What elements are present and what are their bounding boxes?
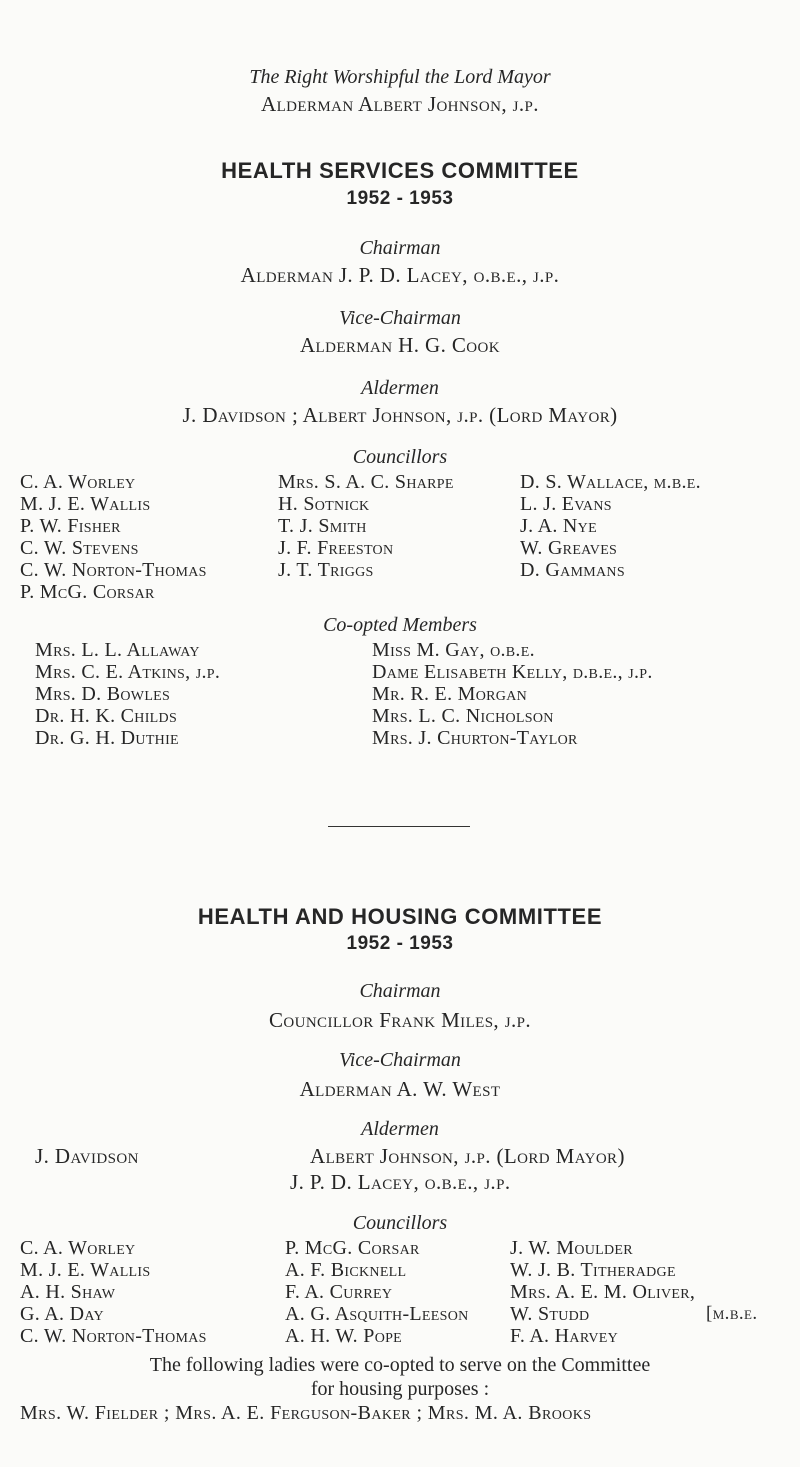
committee1-years: 1952 - 1953 xyxy=(346,188,454,209)
coopted-member: Dame Elisabeth Kelly, d.b.e., j.p. xyxy=(372,661,653,683)
committee2-aldermen-label: Aldermen xyxy=(361,1118,439,1140)
committee2-councillors-col2 xyxy=(285,1237,469,1347)
councillor-name: D. Gammans xyxy=(520,559,625,581)
councillor-name: A. H. W. Pope xyxy=(285,1325,403,1347)
councillor-name: A. H. Shaw xyxy=(20,1281,116,1303)
councillor-name: J. T. Triggs xyxy=(278,559,374,581)
councillor-name: D. S. Wallace, m.b.e. xyxy=(520,471,701,493)
committee1-councillors-label: Councillors xyxy=(352,446,448,468)
coopted-member: Mrs. J. Churton-Taylor xyxy=(372,727,578,749)
committee2-aldermen-right-2: J. P. D. Lacey, o.b.e., j.p. xyxy=(290,1170,511,1194)
committee2-note-line2: for housing purposes : xyxy=(310,1378,490,1400)
committee2-chairman: Councillor Frank Miles, j.p. xyxy=(268,1008,532,1032)
lord-mayor-name: Alderman Albert Johnson, j.p. xyxy=(261,92,539,116)
councillor-name: J. W. Moulder xyxy=(510,1237,633,1259)
committee2-title: HEALTH AND HOUSING COMMITTEE xyxy=(197,904,603,929)
councillor-name: W. J. B. Titheradge xyxy=(510,1259,676,1281)
councillor-name: C. W. Norton-Thomas xyxy=(20,559,207,581)
coopted-member: Miss M. Gay, o.b.e. xyxy=(372,639,535,661)
councillor-name: J. A. Nye xyxy=(520,515,597,537)
councillor-name: F. A. Currey xyxy=(285,1281,393,1303)
councillor-name: W. Greaves xyxy=(520,537,618,559)
councillor-name: P. McG. Corsar xyxy=(285,1237,420,1259)
committee2-councillors-col3 xyxy=(510,1237,695,1347)
councillor-name: L. J. Evans xyxy=(520,493,612,515)
committee2-vice: Alderman A. W. West xyxy=(299,1077,501,1101)
councillor-name: J. F. Freeston xyxy=(278,537,394,559)
coopted-member: Mr. R. E. Morgan xyxy=(372,683,528,705)
committee1-vice-label: Vice-Chairman xyxy=(339,307,461,329)
committee1-title: HEALTH SERVICES COMMITTEE xyxy=(221,158,579,183)
committee1-councillors-col2 xyxy=(278,471,454,581)
councillor-name: C. A. Worley xyxy=(20,1237,136,1259)
councillor-name: T. J. Smith xyxy=(278,515,367,537)
committee1-chairman: Alderman J. P. D. Lacey, o.b.e., j.p. xyxy=(240,263,560,287)
committee1-councillors-col1 xyxy=(20,471,207,603)
committee1-coopted-col2 xyxy=(372,639,653,749)
committee1-coopted-label: Co-opted Members xyxy=(323,614,477,636)
committee1-councillors-col3 xyxy=(520,471,701,581)
councillor-name: P. McG. Corsar xyxy=(20,581,155,603)
committee1-coopted-col1 xyxy=(35,639,220,749)
coopted-member: Dr. G. H. Duthie xyxy=(35,727,179,749)
councillor-name: A. F. Bicknell xyxy=(285,1259,407,1281)
committee1-chairman-label: Chairman xyxy=(359,237,441,259)
councillor-name: A. G. Asquith-Leeson xyxy=(285,1303,469,1325)
lord-mayor-title: The Right Worshipful the Lord Mayor xyxy=(249,66,551,88)
committee1-aldermen: J. Davidson ; Albert Johnson, j.p. (Lord Mayor) xyxy=(182,403,618,427)
councillor-suffix: [m.b.e. xyxy=(706,1303,758,1324)
coopted-member: Mrs. C. E. Atkins, j.p. xyxy=(35,661,221,683)
section-divider xyxy=(328,826,470,827)
committee2-chairman-label: Chairman xyxy=(359,980,441,1002)
committee1-aldermen-label: Aldermen xyxy=(361,377,439,399)
committee2-note-line1: The following ladies were co-opted to serve on the Committee xyxy=(149,1354,651,1376)
councillor-name: W. Studd xyxy=(510,1303,590,1325)
councillor-name: C. W. Norton-Thomas xyxy=(20,1325,207,1347)
councillor-name: C. W. Stevens xyxy=(20,537,139,559)
coopted-member: Dr. H. K. Childs xyxy=(35,705,178,727)
coopted-member: Mrs. D. Bowles xyxy=(35,683,171,705)
councillor-name: G. A. Day xyxy=(20,1303,104,1325)
committee2-aldermen-right-1: Albert Johnson, j.p. (Lord Mayor) xyxy=(310,1144,625,1168)
councillor-name: Mrs. A. E. M. Oliver, xyxy=(510,1281,696,1303)
committee1-vice: Alderman H. G. Cook xyxy=(299,333,501,357)
councillor-name: M. J. E. Wallis xyxy=(20,493,151,515)
coopted-member: Mrs. L. L. Allaway xyxy=(35,639,200,661)
committee2-vice-label: Vice-Chairman xyxy=(339,1049,461,1071)
committee2-aldermen-left: J. Davidson xyxy=(35,1144,139,1168)
councillor-name: Mrs. S. A. C. Sharpe xyxy=(278,471,454,493)
committee2-councillors-label: Councillors xyxy=(352,1212,448,1234)
councillor-name: F. A. Harvey xyxy=(510,1325,619,1347)
committee2-years: 1952 - 1953 xyxy=(346,933,454,954)
councillor-name: M. J. E. Wallis xyxy=(20,1259,151,1281)
councillor-name: P. W. Fisher xyxy=(20,515,121,537)
councillor-name: C. A. Worley xyxy=(20,471,136,493)
committee2-councillors-col1 xyxy=(20,1237,207,1347)
coopted-member: Mrs. L. C. Nicholson xyxy=(372,705,554,727)
councillor-name: H. Sotnick xyxy=(278,493,370,515)
committee2-coopted-line: Mrs. W. Fielder ; Mrs. A. E. Ferguson-Baker ; Mrs. M. A. Brooks xyxy=(20,1402,592,1424)
